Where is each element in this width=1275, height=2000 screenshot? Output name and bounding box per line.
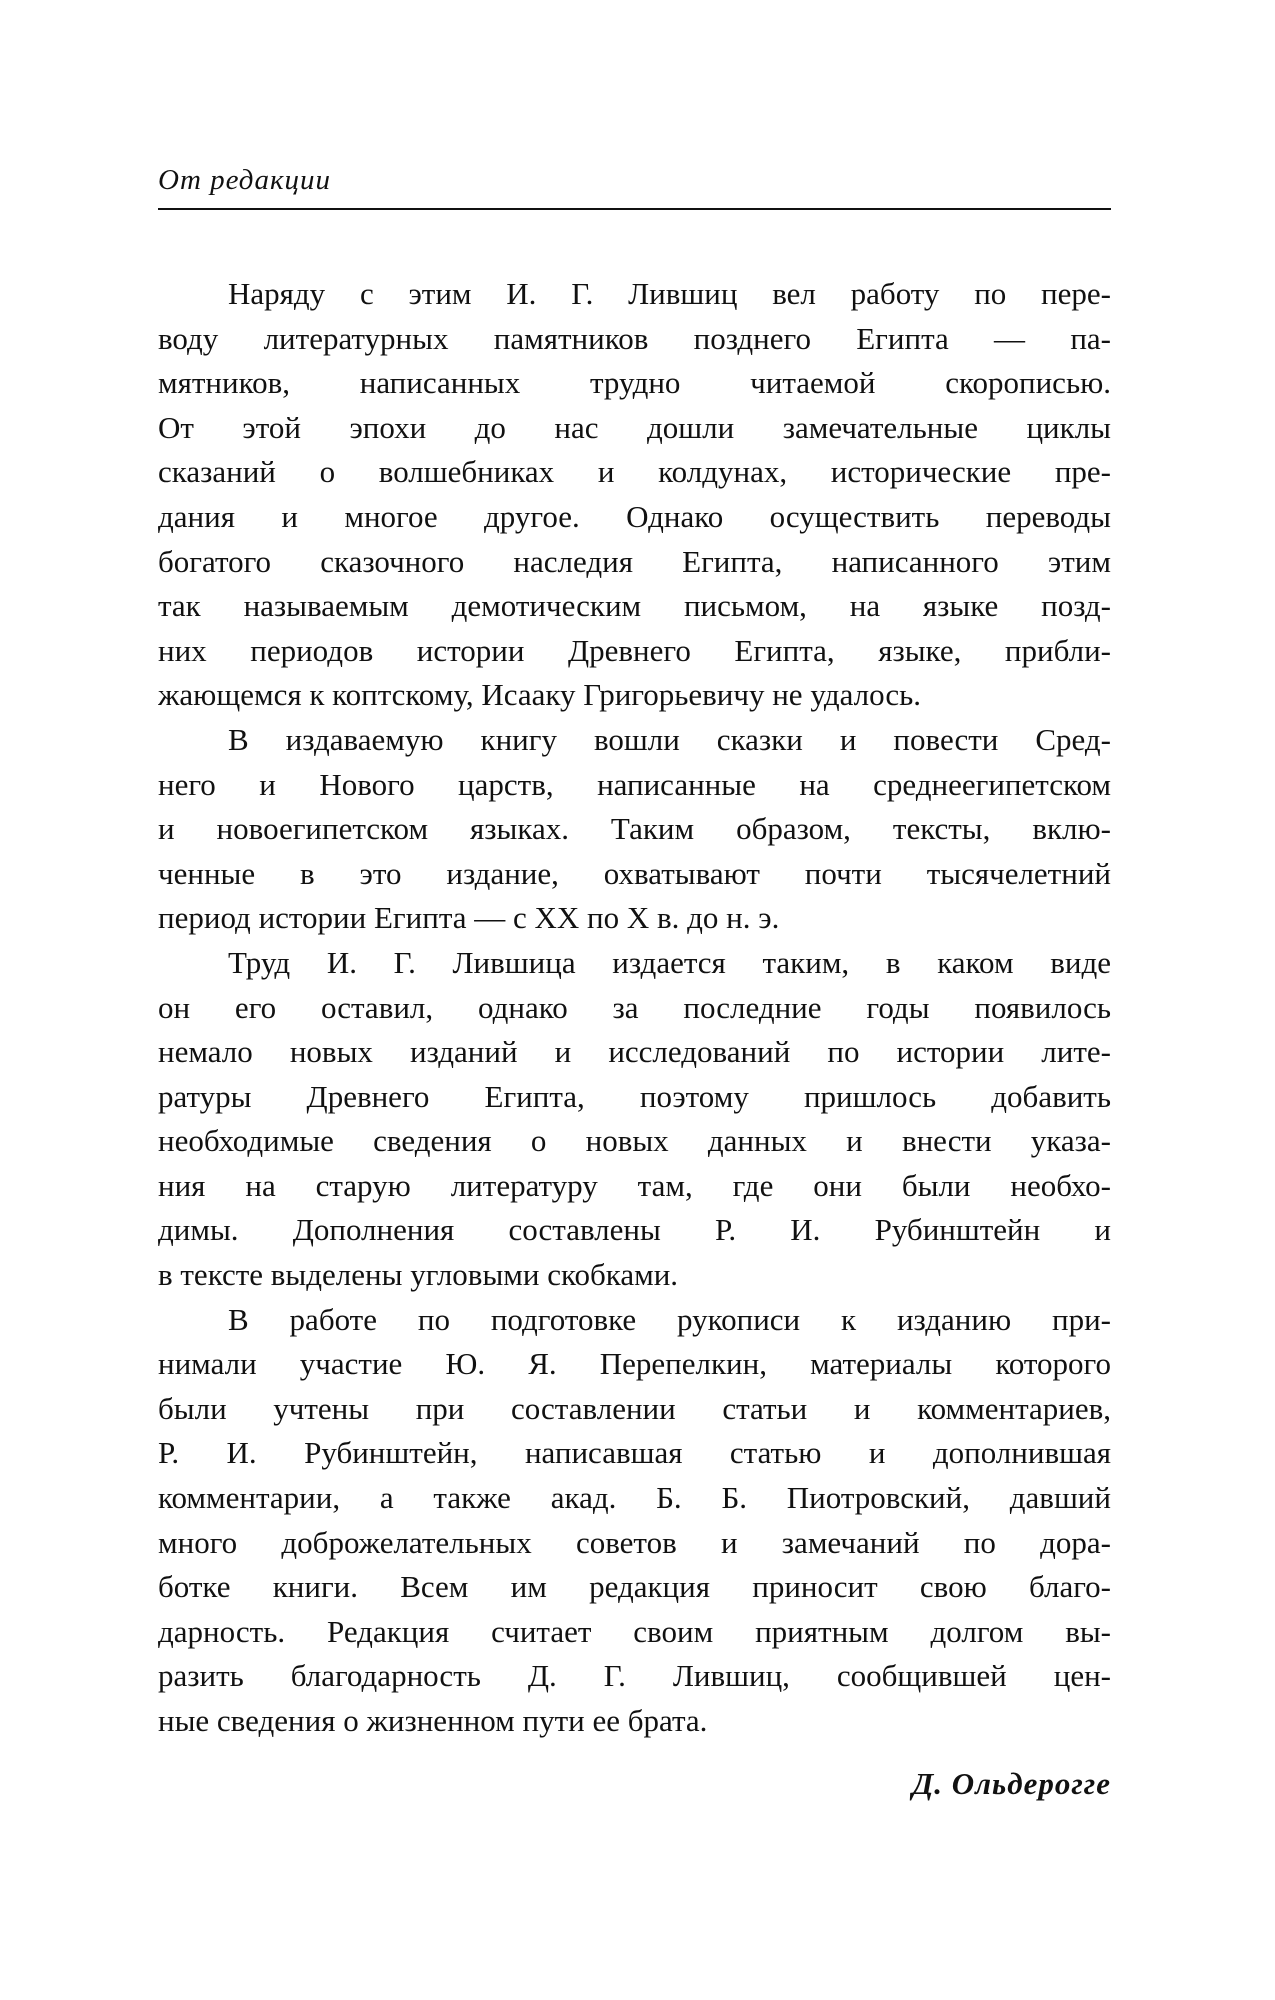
text-line: ченные в это издание, охватывают почти тысячелетний: [158, 855, 1111, 891]
text-line: нимали участие Ю. Я. Перепелкин, материалы которого: [158, 1346, 1111, 1382]
text-line: От этой эпохи до нас дошли замечательные циклы: [158, 409, 1111, 445]
text-line: сказаний о волшебниках и колдунах, исторические пре-: [158, 454, 1111, 490]
page: [158, 160, 1111, 1802]
text-line: дания и многое другое. Однако осуществить переводы: [158, 498, 1111, 534]
text-line: Р. И. Рубинштейн, написавшая статью и дополнившая: [158, 1435, 1111, 1471]
text-line: богатого сказочного наследия Египта, написанного этим: [158, 543, 1111, 579]
text-line: ния на старую литературу там, где они были необхо-: [158, 1167, 1111, 1203]
text-line: ботке книги. Всем им редакция приносит свою благо-: [158, 1569, 1111, 1605]
text-line: дарность. Редакция считает своим приятным долгом вы-: [158, 1613, 1111, 1649]
paragraph-2: [158, 718, 1111, 941]
text-line: мятников, написанных трудно читаемой скорописью.: [158, 365, 1111, 401]
text-line: ные сведения о жизненном пути ее брата.: [158, 1703, 708, 1738]
text-line: и новоегипетском языках. Таким образом, тексты, вклю-: [158, 811, 1111, 847]
paragraph-4: [158, 1298, 1111, 1744]
text-line: Труд И. Г. Лившица издается таким, в каком виде: [228, 944, 1111, 980]
text-line: он его оставил, однако за последние годы появилось: [158, 989, 1111, 1025]
text-line: были учтены при составлении статьи и комментариев,: [158, 1390, 1111, 1426]
text-line: период истории Египта — с XX по X в. до н. э.: [158, 900, 780, 936]
running-head: От редакции: [158, 164, 332, 196]
paragraph-1: [158, 272, 1111, 718]
signature: Д. Ольдерогге: [912, 1765, 1111, 1801]
text-line: них периодов истории Древнего Египта, языке, прибли-: [158, 632, 1111, 668]
text-line: комментарии, а также акад. Б. Б. Пиотровский, давший: [158, 1480, 1111, 1516]
article-body: [158, 272, 1111, 1744]
text-line: немало новых изданий и исследований по истории лите-: [158, 1034, 1111, 1070]
text-line: Наряду с этим И. Г. Лившиц вел работу по пере-: [228, 276, 1111, 311]
header-rule: [158, 208, 1111, 210]
paragraph-3: [158, 941, 1111, 1298]
text-line: в тексте выделены угловыми скобками.: [158, 1257, 679, 1293]
text-line: много доброжелательных советов и замечаний по дора-: [158, 1524, 1111, 1560]
text-line: так называемым демотическим письмом, на языке позд-: [158, 588, 1111, 624]
text-line: него и Нового царств, написанные на среднеегипетском: [158, 766, 1111, 802]
text-line: необходимые сведения о новых данных и внести указа-: [158, 1123, 1111, 1159]
text-line: разить благодарность Д. Г. Лившиц, сообщившей цен-: [158, 1658, 1111, 1694]
text-line: В издаваемую книгу вошли сказки и повести Сред-: [228, 721, 1111, 757]
text-line: жающемся к коптскому, Исааку Григорьевичу не удалось.: [158, 677, 922, 713]
text-line: димы. Дополнения составлены Р. И. Рубинштейн и: [158, 1212, 1111, 1248]
text-line: В работе по подготовке рукописи к изданию при-: [228, 1301, 1111, 1337]
text-line: ратуры Древнего Египта, поэтому пришлось добавить: [158, 1078, 1111, 1114]
text-line: воду литературных памятников позднего Египта — па-: [158, 320, 1111, 356]
